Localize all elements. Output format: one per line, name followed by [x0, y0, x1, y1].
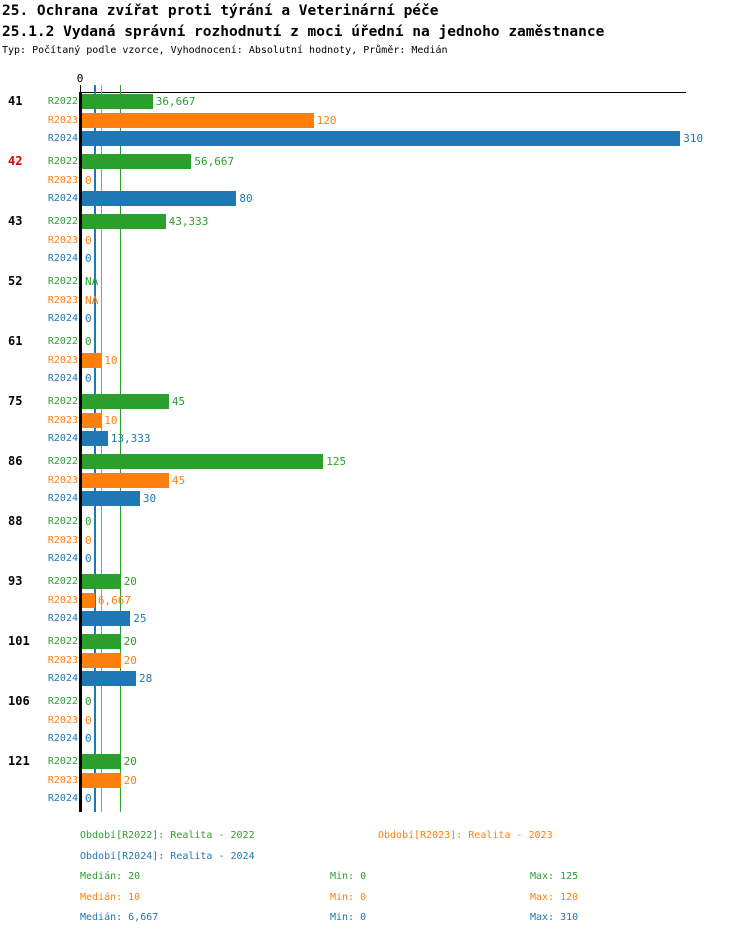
year-label-42-r2023: R2023	[47, 174, 78, 186]
bar-value-41-r2024: 310	[683, 132, 704, 146]
bar-value-121-r2023: 20	[123, 773, 137, 787]
bar-121-r2022	[82, 754, 121, 769]
year-label-52-r2022: R2022	[47, 276, 78, 287]
bar-value-42-r2024: 80	[239, 192, 253, 206]
bar-value-93-r2024: 25	[133, 612, 147, 626]
bar-value-41-r2022: 36,667	[155, 95, 196, 108]
bar-value-88-r2022: 0	[85, 515, 92, 528]
year-label-86-r2024: R2024	[47, 493, 78, 505]
year-label-42-r2022: R2022	[47, 156, 78, 167]
year-label-75-r2024: R2024	[47, 433, 78, 445]
page-title: 25. Ochrana zvířat proti týrání a Veterinární péče	[2, 3, 439, 19]
bar-93-r2022	[82, 574, 121, 589]
year-label-101-r2023: R2023	[47, 654, 78, 666]
bar-93-r2023	[82, 593, 95, 608]
year-label-86-r2023: R2023	[47, 474, 78, 486]
year-label-106-r2024: R2024	[47, 733, 78, 745]
bar-86-r2024	[82, 491, 140, 506]
category-label-41: 41	[8, 94, 23, 108]
year-label-61-r2023: R2023	[47, 354, 78, 366]
bar-101-r2022	[82, 634, 121, 649]
bar-101-r2023	[82, 653, 121, 668]
year-label-42-r2024: R2024	[47, 193, 78, 205]
legend-max-r2022: Max: 125	[530, 871, 579, 882]
bar-value-43-r2024: 0	[85, 252, 92, 266]
bar-value-52-r2022: NA	[85, 275, 99, 288]
year-label-101-r2024: R2024	[47, 673, 78, 685]
legend-min-r2023: Min: 0	[330, 891, 367, 903]
bar-value-41-r2023: 120	[316, 113, 337, 127]
bar-value-106-r2023: 0	[85, 713, 92, 727]
bar-75-r2024	[82, 431, 108, 446]
bar-121-r2023	[82, 773, 121, 788]
bar-42-r2024	[82, 191, 236, 206]
year-label-93-r2023: R2023	[47, 594, 78, 606]
year-label-121-r2024: R2024	[47, 793, 78, 805]
category-label-101: 101	[8, 634, 30, 648]
bar-value-86-r2022: 125	[326, 455, 347, 468]
legend-median-r2022: Medián: 20	[80, 871, 141, 882]
bar-93-r2024	[82, 611, 130, 626]
bar-value-43-r2023: 0	[85, 233, 92, 247]
category-label-121: 121	[8, 754, 30, 768]
bar-value-52-r2023: NA	[85, 293, 99, 307]
year-label-88-r2022: R2022	[47, 516, 78, 527]
x-axis-line	[80, 92, 686, 93]
bar-75-r2023	[82, 413, 101, 428]
year-label-52-r2024: R2024	[47, 313, 78, 325]
bar-value-61-r2022: 0	[85, 335, 92, 348]
zero-tick-label: 0	[76, 72, 84, 85]
page-subtitle: 25.1.2 Vydaná správní rozhodnutí z moci úřední na jednoho zaměstnance	[2, 24, 605, 40]
bar-value-106-r2024: 0	[85, 732, 92, 746]
legend-max-r2023: Max: 120	[530, 891, 579, 903]
year-label-43-r2024: R2024	[47, 253, 78, 265]
legend-median-r2024: Medián: 6,667	[80, 912, 159, 923]
legend-period-r2024: Období[R2024]: Realita - 2024	[80, 851, 255, 862]
bar-41-r2022	[82, 94, 153, 109]
bar-value-88-r2023: 0	[85, 533, 92, 547]
year-label-75-r2022: R2022	[47, 396, 78, 407]
bar-value-42-r2023: 0	[85, 173, 92, 187]
bar-61-r2023	[82, 353, 101, 368]
bar-value-42-r2022: 56,667	[194, 155, 235, 168]
bar-101-r2024	[82, 671, 136, 686]
category-label-61: 61	[8, 334, 23, 348]
year-label-88-r2023: R2023	[47, 534, 78, 546]
bar-value-61-r2024: 0	[85, 372, 92, 386]
year-label-61-r2022: R2022	[47, 336, 78, 347]
legend-max-r2024: Max: 310	[530, 912, 579, 923]
bar-86-r2023	[82, 473, 169, 488]
bar-value-61-r2023: 10	[104, 353, 118, 367]
year-label-121-r2022: R2022	[47, 756, 78, 767]
year-label-52-r2023: R2023	[47, 294, 78, 306]
bar-value-86-r2024: 30	[142, 492, 157, 506]
legend-median-r2023: Medián: 10	[80, 891, 141, 903]
category-label-93: 93	[8, 574, 23, 588]
category-label-52: 52	[8, 274, 23, 288]
bar-value-86-r2023: 45	[171, 473, 186, 487]
year-label-93-r2024: R2024	[47, 613, 78, 625]
year-label-121-r2023: R2023	[47, 774, 78, 786]
category-label-86: 86	[8, 454, 23, 468]
bar-value-101-r2024: 28	[139, 672, 153, 686]
year-label-41-r2022: R2022	[47, 96, 78, 107]
chart-meta: Typ: Počítaný podle vzorce, Vyhodnocení: Absolutní hodnoty, Průměr: Medián	[2, 45, 448, 56]
bar-43-r2022	[82, 214, 166, 229]
bar-41-r2024	[82, 131, 680, 146]
legend-min-r2024: Min: 0	[330, 912, 367, 923]
category-label-106: 106	[8, 694, 30, 708]
bar-value-75-r2022: 45	[171, 395, 186, 408]
category-label-75: 75	[8, 394, 23, 408]
chart-legend	[0, 820, 750, 932]
bar-value-43-r2022: 43,333	[168, 215, 209, 228]
year-label-106-r2023: R2023	[47, 714, 78, 726]
year-label-106-r2022: R2022	[47, 696, 78, 707]
year-label-41-r2023: R2023	[47, 114, 78, 126]
year-label-101-r2022: R2022	[47, 636, 78, 647]
legend-period-r2023: Období[R2023]: Realita - 2023	[378, 830, 553, 841]
year-label-86-r2022: R2022	[47, 456, 78, 467]
category-label-43: 43	[8, 214, 23, 228]
zero-tick	[80, 85, 81, 92]
year-label-61-r2024: R2024	[47, 373, 78, 385]
year-label-43-r2023: R2023	[47, 234, 78, 246]
year-label-41-r2024: R2024	[47, 133, 78, 145]
legend-period-r2022: Období[R2022]: Realita - 2022	[80, 830, 255, 841]
bar-value-75-r2024: 13,333	[110, 432, 151, 446]
bar-value-52-r2024: 0	[85, 312, 92, 326]
bar-value-88-r2024: 0	[85, 552, 92, 566]
bar-41-r2023	[82, 113, 314, 128]
bar-value-121-r2022: 20	[123, 755, 137, 768]
category-label-42: 42	[8, 154, 23, 168]
bar-86-r2022	[82, 454, 323, 469]
year-label-93-r2022: R2022	[47, 576, 78, 587]
bar-value-93-r2023: 6,667	[97, 593, 131, 607]
bar-value-101-r2023: 20	[123, 653, 137, 667]
year-label-75-r2023: R2023	[47, 414, 78, 426]
category-label-88: 88	[8, 514, 23, 528]
bar-value-93-r2022: 20	[123, 575, 137, 588]
bar-42-r2022	[82, 154, 191, 169]
bar-value-75-r2023: 10	[104, 413, 118, 427]
bar-75-r2022	[82, 394, 169, 409]
legend-min-r2022: Min: 0	[330, 871, 367, 882]
year-label-43-r2022: R2022	[47, 216, 78, 227]
bar-value-121-r2024: 0	[85, 792, 92, 806]
bar-value-106-r2022: 0	[85, 695, 92, 708]
year-label-88-r2024: R2024	[47, 553, 78, 565]
bar-value-101-r2022: 20	[123, 635, 137, 648]
